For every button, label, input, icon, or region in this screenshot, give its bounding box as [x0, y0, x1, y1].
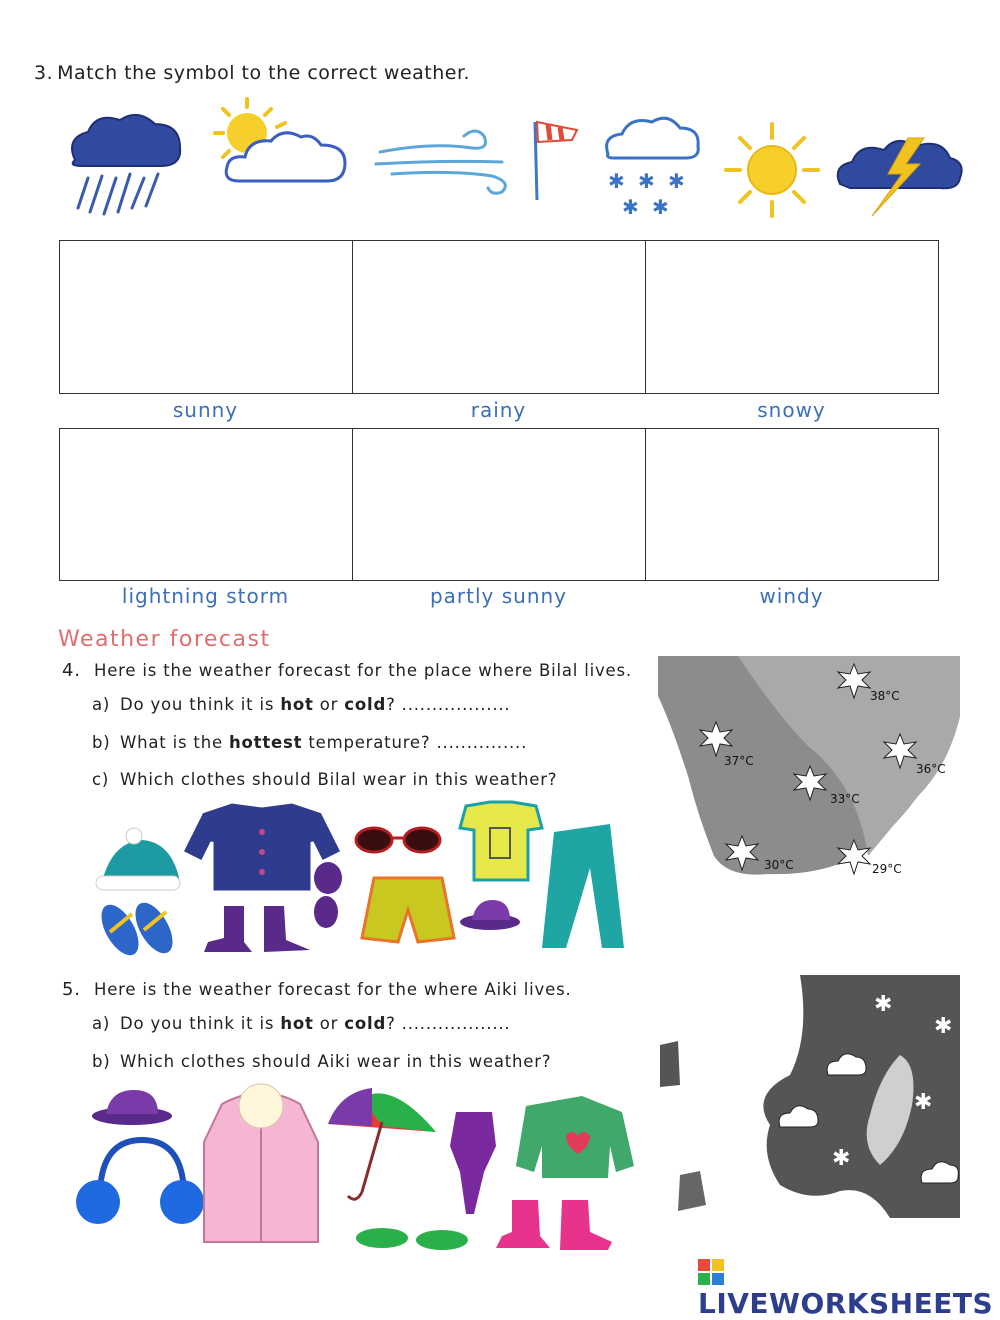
question-4c — [92, 770, 557, 789]
winter-jacket-icon[interactable] — [204, 1084, 318, 1242]
bold-hottest: hottest — [228, 733, 303, 752]
question-text: Match the symbol to the correct weather. — [57, 62, 471, 84]
temp-label: 38°C — [870, 689, 900, 703]
clothes-set-aiki — [72, 1082, 642, 1257]
answer-box-rainy[interactable] — [352, 240, 646, 394]
temp-label: 37°C — [724, 754, 754, 768]
shorts-icon[interactable] — [362, 878, 454, 942]
text: Do you think it is — [120, 1014, 281, 1033]
sub-label: c) — [92, 770, 110, 789]
clothes-set-bilal — [92, 792, 637, 962]
sub-label: a) — [92, 695, 111, 714]
answer-blank[interactable]: ? .................. — [386, 695, 511, 714]
sun-marker-icon — [838, 664, 870, 698]
text: What is the — [120, 733, 229, 752]
sun-marker-icon — [884, 734, 916, 768]
rain-boots-icon[interactable] — [496, 1200, 612, 1250]
sun-icon[interactable] — [722, 120, 822, 220]
snowflake-icon: ✱ — [832, 1146, 851, 1171]
label-rainy: rainy — [470, 398, 527, 422]
liveworksheets-logo — [698, 1254, 1000, 1320]
question-number: 5. — [62, 979, 81, 1000]
earmuffs-icon[interactable] — [76, 1140, 204, 1224]
snow-cloud-icon[interactable] — [600, 110, 705, 220]
label-lightning-storm: lightning storm — [121, 584, 290, 608]
weather-map-bilal — [658, 656, 960, 882]
swimsuit-icon[interactable] — [450, 1112, 496, 1214]
temp-label: 29°C — [872, 862, 902, 876]
temp-label: 30°C — [764, 858, 794, 872]
svg-text:✱: ✱ — [622, 195, 639, 219]
sub-label: b) — [92, 733, 111, 752]
answer-box-sunny[interactable] — [59, 240, 353, 394]
svg-text:✱: ✱ — [608, 169, 625, 193]
question-5b — [92, 1052, 551, 1071]
bold-cold: cold — [344, 695, 387, 714]
winter-hat-icon[interactable] — [96, 828, 180, 890]
question-text: Here is the weather forecast for the where Aiki lives. — [94, 980, 572, 999]
question-5a — [92, 1014, 510, 1033]
sun-cloud-icon[interactable] — [205, 95, 355, 195]
label-snowy: snowy — [757, 398, 826, 422]
svg-text:✱: ✱ — [652, 195, 669, 219]
bold-hot: hot — [280, 695, 314, 714]
snowflake-icon: ✱ — [914, 1090, 933, 1115]
snowflake-icon: ✱ — [874, 992, 893, 1017]
text: or — [313, 1014, 345, 1033]
sub-label: b) — [92, 1052, 111, 1071]
question-text: Here is the weather forecast for the place where Bilal lives. — [94, 661, 632, 680]
sun-hat-icon[interactable] — [92, 1090, 172, 1125]
weather-map-aiki — [660, 975, 960, 1218]
answer-box-snowy[interactable] — [645, 240, 939, 394]
sweater-icon[interactable] — [516, 1096, 634, 1178]
brand-text: LIVEWORKSHEETS — [698, 1287, 994, 1320]
temp-label: 33°C — [830, 792, 860, 806]
sun-marker-icon — [726, 836, 758, 870]
question-4b — [92, 733, 527, 752]
sun-marker-icon — [838, 840, 870, 874]
rain-cloud-icon[interactable] — [60, 108, 185, 228]
answer-blank[interactable]: temperature? ............... — [302, 733, 528, 752]
mittens-icon[interactable] — [314, 862, 342, 928]
umbrella-icon[interactable] — [328, 1088, 436, 1199]
answer-blank[interactable]: ? .................. — [386, 1014, 511, 1033]
rain-cloud-marker-icon — [779, 1054, 958, 1183]
flip-flops-icon[interactable] — [94, 897, 180, 961]
question-5 — [62, 979, 572, 1000]
sandals-icon[interactable] — [356, 1228, 468, 1250]
sun-marker-icon — [700, 722, 732, 756]
label-partly-sunny: partly sunny — [429, 584, 568, 608]
text: Do you think it is — [120, 695, 281, 714]
section-title: Weather forecast — [58, 627, 271, 652]
svg-text:✱: ✱ — [668, 169, 685, 193]
storm-cloud-icon[interactable] — [832, 128, 967, 220]
sun-markers — [658, 656, 960, 882]
answer-box-lightning-storm[interactable] — [59, 428, 353, 581]
t-shirt-icon[interactable] — [460, 802, 542, 880]
winter-boots-icon[interactable] — [204, 906, 310, 952]
answer-box-windy[interactable] — [645, 428, 939, 581]
bold-hot: hot — [280, 1014, 314, 1033]
question-number: 3. — [34, 62, 54, 84]
trousers-icon[interactable] — [542, 824, 624, 948]
question-number: 4. — [62, 660, 81, 681]
temp-label: 36°C — [916, 762, 946, 776]
bold-cold: cold — [344, 1014, 387, 1033]
svg-text:✱: ✱ — [638, 169, 655, 193]
answer-box-partly-sunny[interactable] — [352, 428, 646, 581]
text: or — [313, 695, 345, 714]
text: Which clothes should Aiki wear in this weather? — [120, 1052, 552, 1071]
sun-marker-icon — [794, 766, 826, 800]
question-4 — [62, 660, 632, 681]
question-3-title — [34, 62, 470, 84]
snowflake-icon: ✱ — [934, 1014, 953, 1039]
label-windy: windy — [759, 584, 824, 608]
sun-hat-icon[interactable] — [460, 900, 520, 930]
sub-label: a) — [92, 1014, 111, 1033]
liveworksheets-logo-icon — [698, 1259, 724, 1285]
question-4a — [92, 695, 510, 714]
text: Which clothes should Bilal wear in this weather? — [120, 770, 558, 789]
wind-icon[interactable] — [372, 112, 582, 207]
label-sunny: sunny — [172, 398, 239, 422]
weather-markers — [660, 975, 960, 1218]
sunglasses-icon[interactable] — [356, 828, 440, 852]
